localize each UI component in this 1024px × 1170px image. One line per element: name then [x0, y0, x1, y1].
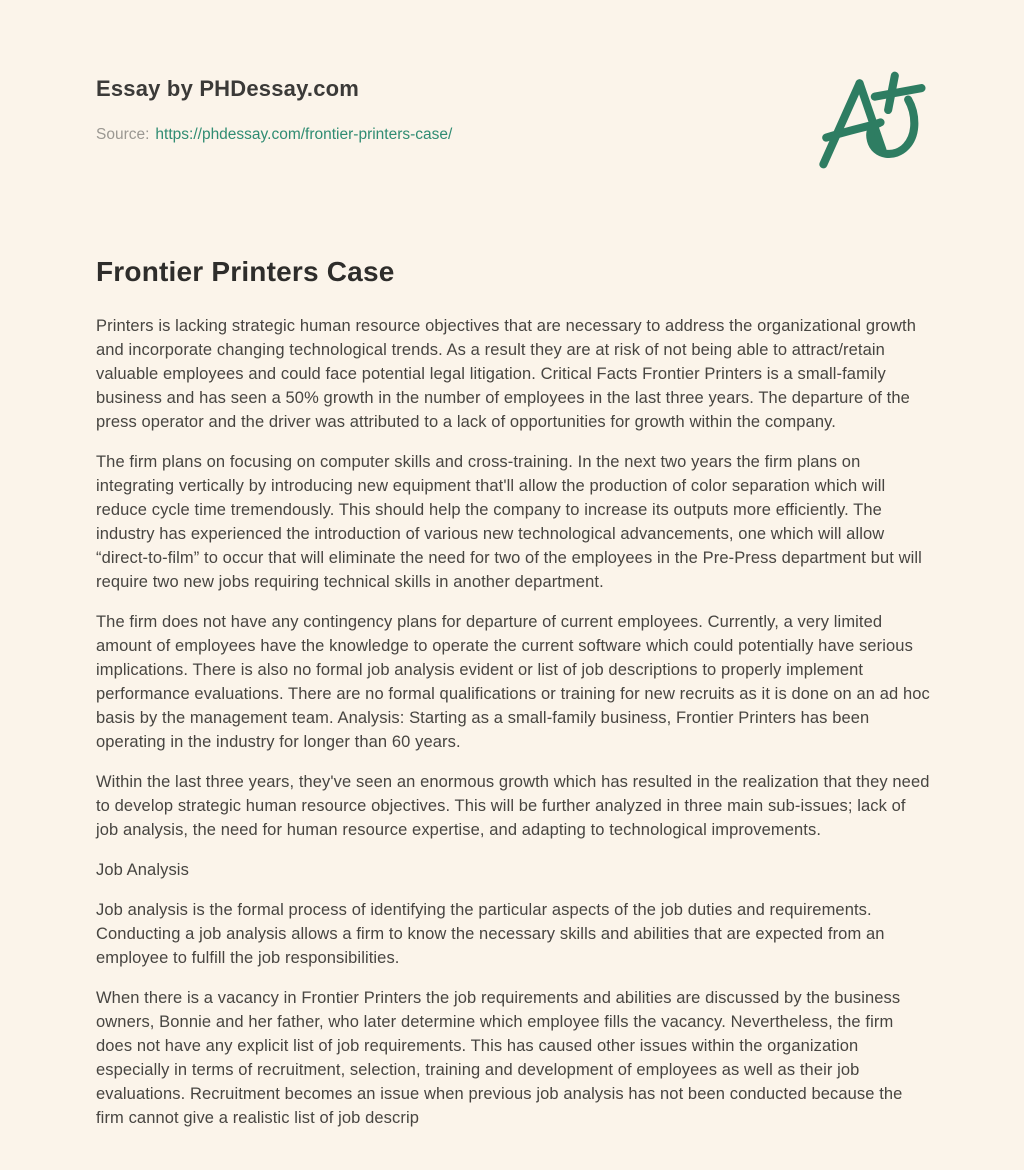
essay-body: [96, 314, 930, 1130]
essay-paragraph-4: Within the last three years, they've seen an enormous growth which has resulted in the realization that they need to develop strategic human resource objectives. This will be further analyzed in three main sub-issues; lack of job analysis, the need for human resource expertise, and adapting to technological improvements.: [96, 773, 930, 839]
source-label: Source:: [96, 126, 150, 143]
section-heading-job-analysis: Job Analysis: [96, 861, 189, 879]
source-line: [96, 126, 452, 144]
essay-paragraph-6: When there is a vacancy in Frontier Printers the job requirements and abilities are discussed by the business owners, Bonnie and her father, who later determine which employee fills the vacancy. Nevertheless, the firm does not have any explicit list of job requirements. This has caused other issues within the organization especially in terms of recruitment, selection, training and development of employees as well as their job evaluations. Recruitment becomes an issue when previous job analysis has not been conducted because the firm cannot give a realistic list of job descrip: [96, 989, 903, 1127]
essay-paragraph-5: Job analysis is the formal process of identifying the particular aspects of the job duties and requirements. Conducting a job analysis allows a firm to know the necessary skills and abilities that are expected from an employee to fulfill the job responsibilities.: [96, 901, 885, 967]
phdessay-a-plus-logo-icon: [812, 70, 930, 170]
essay-content: [96, 256, 930, 1130]
essay-paragraph-3: The firm does not have any contingency plans for departure of current employees. Currently, a very limited amount of employees have the knowledge to operate the current software which could potentially have serious implications. There is also no formal job analysis evident or list of job descriptions to properly implement performance evaluations. There are no formal qualifications or training for new recruits as it is done on an ad hoc basis by the management team. Analysis: Starting as a small-family business, Frontier Printers has been operating in the industry for longer than 60 years.: [96, 613, 930, 751]
source-link[interactable]: https://phdessay.com/frontier-printers-case/: [155, 126, 453, 143]
essay-paragraph-2: The firm plans on focusing on computer skills and cross-training. In the next two years the firm plans on integrating vertically by introducing new equipment that'll allow the production of color separation which will reduce cycle time tremendously. This should help the company to increase its outputs more efficiently. The industry has experienced the introduction of various new technological advancements, one which will allow “direct-to-film” to occur that will eliminate the need for two of the employees in the Pre-Press department but will require two new jobs requiring technical skills in another department.: [96, 453, 922, 591]
essay-paragraph-1: Printers is lacking strategic human resource objectives that are necessary to address the organizational growth and incorporate changing technological trends. As a result they are at risk of not being able to attract/retain valuable employees and could face potential legal litigation. Critical Facts Frontier Printers is a small-family business and has seen a 50% growth in the number of employees in the last three years. The departure of the press operator and the driver was attributed to a lack of opportunities for growth within the company.: [96, 317, 917, 431]
byline: Essay by PHDessay.com: [96, 76, 360, 101]
header-text-block: [96, 76, 452, 144]
essay-title: Frontier Printers Case: [96, 256, 395, 287]
page-header: [96, 76, 930, 170]
